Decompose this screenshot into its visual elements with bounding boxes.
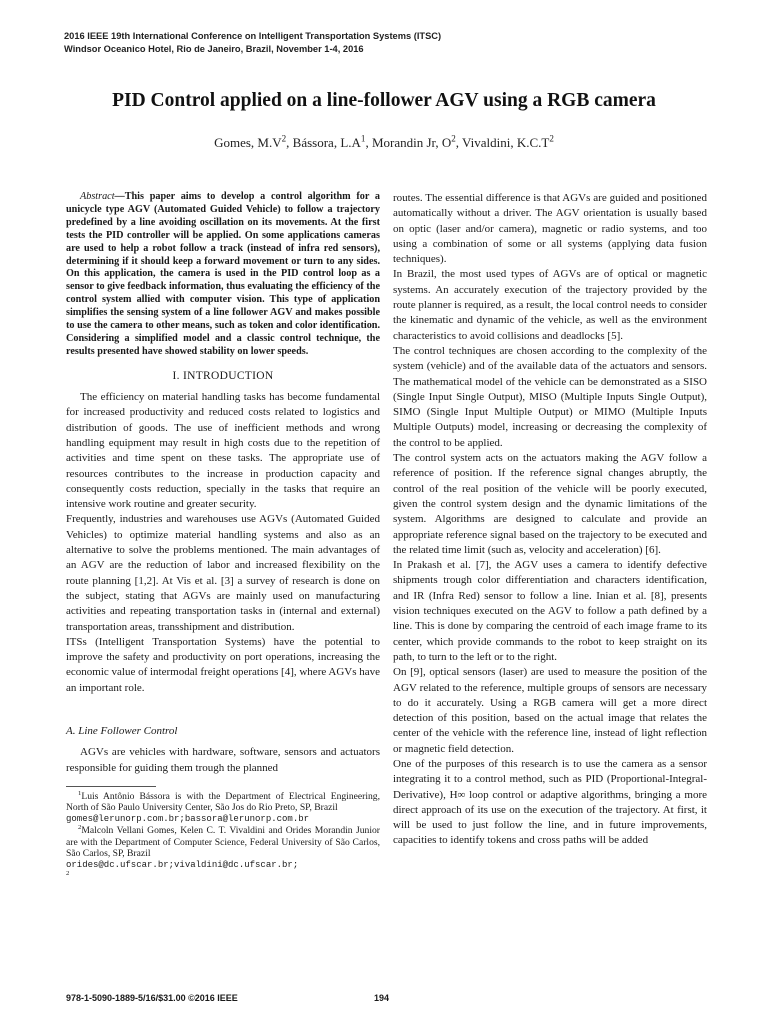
body-paragraph: The control techniques are chosen according to the complexity of the system (vehicle) and of the available data of the actuators and sensors. The mathematical model of the vehicle can be demonstrated as a SISO (Single Input Single Output), MISO (Multiple Inputs Single Output), SIMO (Single Input Multiple Output) or MIMO (Multiple Inputs Multiple Outputs) model, increasing or decreasing the complexity of the control to be applied. <box>393 344 707 449</box>
body-paragraph: The efficiency on material handling tasks has become fundamental for increased productivity and reduced costs related to logistics and distribution of goods. The use of inefficient methods and wrong handling equipment may result in high costs due to the repetition of activities and time spent on these tasks. The appropriate use of resources contributes to the increase in production capacity and consequently costs reduction, specially in the tasks that require an intensive work routine and greater security. <box>66 391 380 511</box>
section-heading: I. INTRODUCTION <box>172 369 274 382</box>
affiliation-mark: 2 <box>549 133 554 144</box>
abstract-text: —This paper aims to develop a control algorithm for a unicycle type AGV (Automated Guided Vehicle) to follow a trajectory predefined by a line avoiding oscillation on its movements. At the first tests the PID controller will be applied. On some applications cameras are used to help a robot follow a track (instead of infra red sensors), determining if it should keep a forward movement or turn to any sides. On this application, the camera is used in the PID control loop as a sensor to give feedback information, thus evaluating the efficiency of the control system allied with computer vision. This type of application simplifies the sensing system of a line follower AGV and makes possible to use the camera to other means, such as token and color identification. Considering a simplified model and a classic control technique, the results presented have showed stability on lower speeds. <box>66 191 380 357</box>
body-paragraph: On [9], optical sensors (laser) are used to measure the position of the AGV related to the reference, multiple groups of sensors are necessary to do it accurately. Using a RGB camera will get a more direct detection of this position, based on the actual image that relates the center of the vehicle with the reference line, instead of light reflection or magnetic field detection. <box>393 666 707 755</box>
footnote-trailing-mark <box>66 871 380 883</box>
author-name: Gomes, M.V <box>214 135 282 150</box>
conference-line: 2016 IEEE 19th International Conference on Intelligent Transportation Systems (ITSC) <box>64 31 442 41</box>
abstract-label: Abstract <box>80 191 115 202</box>
author-name: Vivaldini, K.C.T <box>462 135 550 150</box>
right-column <box>393 191 707 849</box>
footnote-divider <box>66 786 156 787</box>
footnote-mark: 1 <box>78 789 82 797</box>
body-paragraph: Frequently, industries and warehouses use AGVs (Automated Guided Vehicles) to optimize material handling systems and also as an alternative to solve the problems mentioned. The main advantages of an AGV are the reduction of labor and increased flexibility on the route planning [1,2]. At Vis et al. [3] a survey of research is done on the subject, stating that AGVs are mainly used on manufacturing activities and repeating transportation tasks in (internal and external) transportation areas, transshipment and distribution. <box>66 513 380 633</box>
body-paragraph: AGVs are vehicles with hardware, software, sensors and actuators responsible for guiding them trough the planned <box>66 746 380 774</box>
body-paragraph: The control system acts on the actuators making the AGV follow a reference of position. If the reference signal changes abruptly, the control of the real position of the vehicle will be poorly executed, given the control system design and the dynamic limitations of the system. Algorithms are designed to calculate and provide an appropriate reference signal based on the trajectory to be executed and the related time limit (such as, velocity and acceleration) [6]. <box>393 452 707 556</box>
author-name: Bássora, L.A <box>292 135 361 150</box>
conference-header <box>64 30 704 56</box>
page-number: 194 <box>374 993 390 1003</box>
footnote-mark: 2 <box>66 870 70 878</box>
affiliation-mark: 1 <box>360 133 366 144</box>
footnote-text: Luis Antônio Bássora is with the Department of Electrical Engineering, North of São Paulo University Center, São Jos do Rio Preto, SP, Brazil <box>66 790 380 814</box>
footnote-text: Malcoln Vellani Gomes, Kelen C. T. Vivaldini and Orides Morandin Junior are with the Department of Computer Science, Federal University of São Carlos, São Carlos, SP, Brazil <box>66 825 380 860</box>
footnote-2 <box>66 825 380 860</box>
body-paragraph: ITSs (Intelligent Transportation Systems) have the potential to improve the safety and productivity on port operations, increasing the economic value of intermodal freight operations [4], where AGVs have an important role. <box>66 635 381 694</box>
subsection-heading: A. Line Follower Control <box>66 725 178 738</box>
affiliation-mark: 2 <box>451 133 456 144</box>
body-paragraph: In Brazil, the most used types of AGVs are of optical or magnetic systems. An accurately execution of the trajectory provided by the route planner is required, as a result, the local control needs to consider the kinematic and dynamic of the vehicle, as well as the environment characteristics to avoid collisions and deadlocks [5]. <box>393 268 707 342</box>
body-paragraph: One of the purposes of this research is to use the camera as a sensor integrating it to a control method, such as PID (Proportional-Integral-Derivative), H∞ loop control or adaptive algorithms, bringing a more direct approach of its use on the execution of the trajectory. At first, it will be used to just follow the line, and in future improvements, capacities to identify tokens and cross paths will be added <box>393 757 707 847</box>
author-name: Morandin Jr, O <box>371 135 452 150</box>
footnote-emails: gomes@lerunorp.com.br;bassora@lerunorp.com.br <box>66 813 310 824</box>
footnote-1 <box>66 791 380 814</box>
footnote-mark: 2 <box>78 824 82 832</box>
body-paragraph: In Prakash et al. [7], the AGV uses a camera to identify defective shipments trough color differentiation and characters identification, and IR (Infra Red) sensor to follow a line. Inian et al. [8], presents vision techniques executed on the AGV to follow a path defined by a line. This is done by comparing the centroid of each image frame to its center, which provide commands to the robot to keep straight on its path, to turn to the left or to the right. <box>393 559 707 663</box>
author-list: Gomes, $M.V^2$, Bássora, $L.A^1$, Morandin Jr, $O^2$, Vivaldini, $K.C.T^2$ <box>214 133 554 150</box>
paper-title: PID Control applied on a line-follower AGV using a RGB camera <box>112 90 656 111</box>
abstract <box>66 191 380 359</box>
left-column <box>66 191 380 883</box>
isbn-footer: 978-1-5090-1889-5/16/$31.00 ©2016 IEEE <box>66 993 238 1003</box>
affiliation-mark: 2 <box>281 133 287 144</box>
venue-line: Windsor Oceanico Hotel, Rio de Janeiro, Brazil, November 1-4, 2016 <box>64 44 364 54</box>
footnote-emails: orides@dc.ufscar.br;vivaldini@dc.ufscar.br; <box>66 859 299 870</box>
body-paragraph: routes. The essential difference is that AGVs are guided and positioned automatically without a driver. The AGV orientation is usually based on optic (laser and/or camera), magnetic or radio systems, and too using a combination of some or all systems (applying data fusion techniques). <box>393 192 707 266</box>
